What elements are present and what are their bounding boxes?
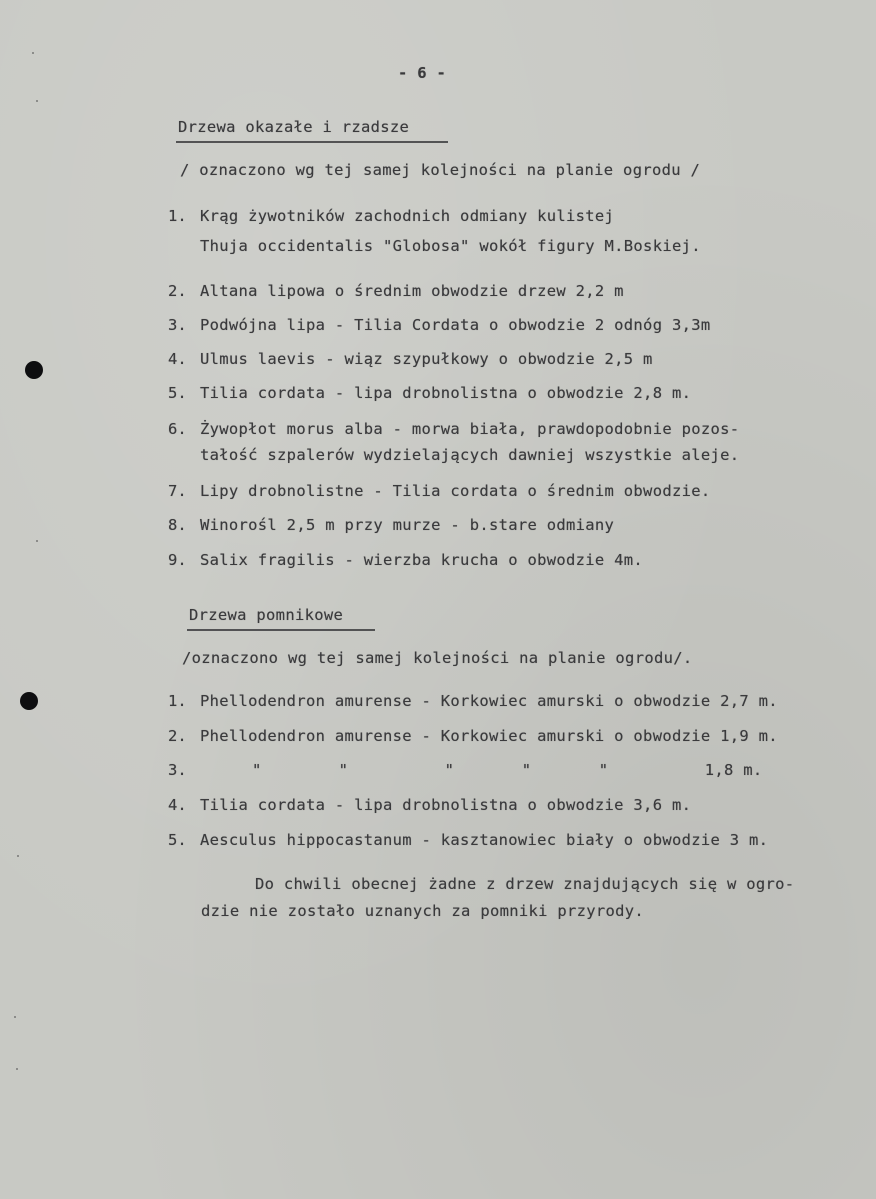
list-item-text: " " " " " 1,8 m.	[252, 761, 763, 779]
paper-speck	[17, 855, 19, 857]
list-item-number: 4.	[168, 796, 187, 814]
list-item-number: 1.	[168, 207, 187, 225]
list-item-text: Altana lipowa o średnim obwodzie drzew 2,2 m	[200, 282, 624, 300]
section-note: / oznaczono wg tej samej kolejności na planie ogrodu /	[180, 161, 701, 179]
list-item-text: Podwójna lipa - Tilia Cordata o obwodzie 2 odnóg 3,3m	[200, 316, 711, 334]
list-item-text: Ulmus laevis - wiąz szypułkowy o obwodzie 2,5 m	[200, 350, 653, 368]
list-item-text: Aesculus hippocastanum - kasztanowiec biały o obwodzie 3 m.	[200, 831, 769, 849]
list-item-text: tałość szpalerów wydzielających dawniej wszystkie aleje.	[200, 446, 740, 464]
list-item-text: Thuja occidentalis "Globosa" wokół figury M.Boskiej.	[200, 237, 701, 255]
list-item-number: 5.	[168, 384, 187, 402]
section-note: /oznaczono wg tej samej kolejności na planie ogrodu/.	[182, 649, 693, 667]
list-item-text: Salix fragilis - wierzba krucha o obwodzie 4m.	[200, 551, 644, 569]
paper-speck	[14, 1016, 16, 1018]
list-item-number: 5.	[168, 831, 187, 849]
list-item-number: 9.	[168, 551, 187, 569]
list-item-number: 7.	[168, 482, 187, 500]
closing-paragraph-line: dzie nie zostało uznanych za pomniki przyrody.	[201, 902, 645, 920]
list-item-text: Phellodendron amurense - Korkowiec amurski o obwodzie 1,9 m.	[200, 727, 778, 745]
section-heading-rare-trees: Drzewa okazałe i rzadsze	[178, 118, 410, 136]
list-item-number: 2.	[168, 727, 187, 745]
punch-hole	[25, 361, 43, 379]
list-item-text: Lipy drobnolistne - Tilia cordata o średnim obwodzie.	[200, 482, 711, 500]
list-item-number: 3.	[168, 761, 187, 779]
paper-speck	[16, 1068, 18, 1070]
list-item-text: Winorośl 2,5 m przy murze - b.stare odmiany	[200, 516, 615, 534]
heading-underline	[176, 141, 448, 143]
punch-hole	[20, 692, 38, 710]
section-heading-monument-trees: Drzewa pomnikowe	[189, 606, 344, 624]
paper-speck	[36, 540, 38, 542]
list-item-number: 6.	[168, 420, 187, 438]
list-item-text: Żywopłot morus alba - morwa biała, prawdopodobnie pozos-	[200, 420, 740, 438]
paper-speck	[36, 100, 38, 102]
list-item-text: Krąg żywotników zachodnich odmiany kulistej	[200, 207, 615, 225]
list-item-number: 3.	[168, 316, 187, 334]
closing-paragraph-line: Do chwili obecnej żadne z drzew znajdujących się w ogro-	[255, 875, 795, 893]
list-item-number: 1.	[168, 692, 187, 710]
list-item-number: 8.	[168, 516, 187, 534]
paper-speck	[32, 52, 34, 54]
heading-underline	[187, 629, 375, 631]
list-item-text: Tilia cordata - lipa drobnolistna o obwodzie 2,8 m.	[200, 384, 692, 402]
list-item-number: 2.	[168, 282, 187, 300]
list-item-text: Tilia cordata - lipa drobnolistna o obwodzie 3,6 m.	[200, 796, 692, 814]
list-item-number: 4.	[168, 350, 187, 368]
list-item-text: Phellodendron amurense - Korkowiec amurski o obwodzie 2,7 m.	[200, 692, 778, 710]
page-number: - 6 -	[398, 64, 447, 82]
